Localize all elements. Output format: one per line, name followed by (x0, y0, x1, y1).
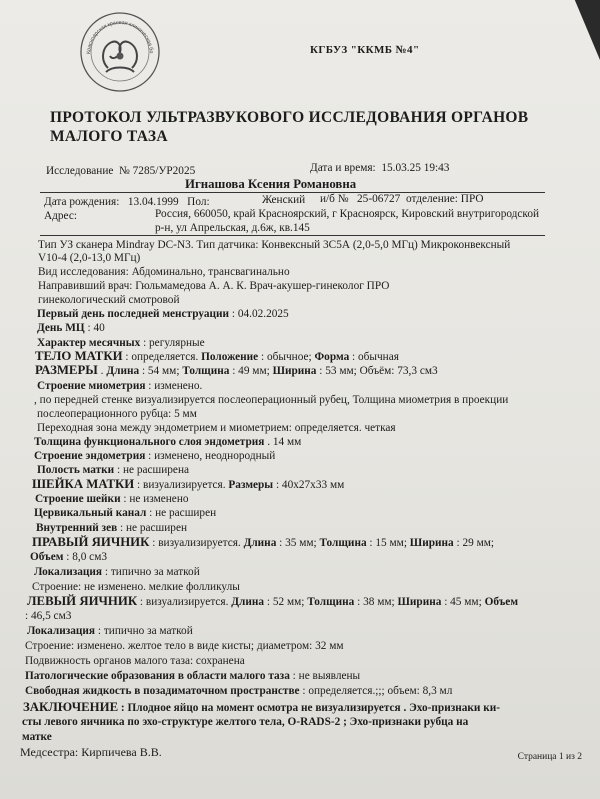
cycle-day: День МЦ : 40 (37, 322, 105, 334)
study-number: Исследование № 7285/УР2025 (46, 165, 196, 177)
divider (40, 235, 545, 236)
study-type: Вид исследования: Абдоминально, трансвагинально (38, 266, 290, 278)
internal-os: Внутренний зев : не расширен (36, 522, 188, 534)
page-number: Страница 1 из 2 (517, 752, 582, 762)
free-fluid: Свободная жидкость в позадиматочном пространстве : определяется.;;; объем: 8,3 мл (25, 685, 453, 697)
cervix-structure: Строение шейки : не изменено (35, 493, 189, 505)
right-ovary-structure: Строение: не изменено. мелкие фолликулы (32, 581, 240, 593)
doctor-line-2: гинекологический смотровой (38, 294, 180, 306)
logo-text: Красноярская краевая клиническая бо (85, 19, 155, 55)
address-label: Адрес: (44, 210, 78, 222)
address-line-1: Россия, 660050, край Красноярский, г Красноярск, Кировский внутригородской (155, 208, 540, 220)
left-ovary-structure: Строение: изменено. желтое тело в виде кисты; диаметром: 32 мм (25, 640, 344, 652)
page-title: ПРОТОКОЛ УЛЬТРАЗВУКОВОГО ИССЛЕДОВАНИЯ ОРГАНОВ МАЛОГО ТАЗА (50, 109, 529, 145)
study-datetime: Дата и время: 15.03.25 19:43 (310, 162, 450, 174)
patient-dob: Дата рождения: 13.04.1999 Пол: (44, 196, 210, 208)
svg-text:Красноярская краевая клиническ (78, 10, 154, 54)
conclusion-line-3: матке (22, 731, 52, 743)
uterus-sizes: РАЗМЕРЫ . Длина : 54 мм; Толщина : 49 мм; Ширина : 53 мм; Объём: 73,3 см3 (35, 363, 438, 377)
cervical-canal: Цервикальный канал : не расширен (34, 507, 217, 519)
endometrium: Строение эндометрия : изменено, неоднородный (34, 450, 276, 462)
lmp: Первый день последней менструации : 04.02.2025 (37, 308, 289, 320)
conclusion-line-2: сты левого яичника по эхо-структуре желтого тела, O-RADS-2 ; Эхо-признаки рубца на (22, 716, 469, 728)
pathology: Патологические образования в области малого таза : не выявлены (25, 670, 361, 682)
scar-line-1: , по передней стенке визуализируется послеоперационный рубец, Толщина миометрия в проекции (34, 394, 509, 406)
patient-sex: Женский (262, 194, 306, 206)
uterus-body: ТЕЛО МАТКИ : определяется. Положение : обычное; Форма : обычная (35, 349, 399, 363)
scanner-line-2: V10-4 (2,0-13,0 МГц) (38, 252, 141, 264)
conclusion-line-1: ЗАКЛЮЧЕНИЕ : Плодное яйцо на момент осмотра не визуализируется . Эхо-признаки ки- (23, 700, 501, 714)
myometrium: Строение миометрия : изменено. (37, 380, 203, 392)
background-corner (558, 0, 600, 60)
hospital-name: КГБУЗ "ККМБ №4" (310, 44, 420, 56)
left-ovary-volume: : 46,5 см3 (25, 610, 72, 622)
left-ovary-localization: Локализация : типично за маткой (27, 625, 193, 637)
right-ovary-volume: Объем : 8,0 см3 (30, 551, 107, 563)
nurse: Медсестра: Кирпичева В.В. (20, 745, 162, 759)
patient-card: и/б № 25-06727 отделение: ПРО (320, 193, 484, 205)
address-line-2: р-н, ул Апрельская, д.6ж, кв.145 (155, 222, 310, 234)
transition-zone: Переходная зона между эндометрием и миометрием: определяется. четкая (37, 422, 396, 434)
left-ovary: ЛЕВЫЙ ЯИЧНИК : визуализируется. Длина : 52 мм; Толщина : 38 мм; Ширина : 45 мм; Объем (27, 594, 519, 608)
uterine-cavity: Полость матки : не расширена (37, 464, 190, 476)
scanner-line-1: Тип УЗ сканера Mindray DC-N3. Тип датчика: Конвексный 3С5А (2,0-5,0 МГц) Микроконвексный (38, 239, 511, 251)
menses: Характер месячных : регулярные (37, 337, 205, 349)
scar-line-2: послеоперационного рубца: 5 мм (37, 408, 197, 420)
right-ovary: ПРАВЫЙ ЯИЧНИК : визуализируется. Длина : 35 мм; Толщина : 15 мм; Ширина : 29 мм; (32, 535, 495, 549)
cervix: ШЕЙКА МАТКИ : визуализируется. Размеры : 40x27x33 мм (32, 477, 345, 491)
functional-layer: Толщина функционального слоя эндометрия . 14 мм (34, 436, 302, 448)
organ-mobility: Подвижность органов малого таза: сохранена (25, 655, 245, 667)
patient-name: Игнашова Ксения Романовна (185, 177, 357, 191)
doctor-line-1: Направивший врач: Гюльмамедова А. А. К. Врач-акушер-гинеколог ПРО (38, 280, 390, 292)
hospital-logo (78, 10, 162, 94)
right-ovary-localization: Локализация : типично за маткой (34, 566, 200, 578)
